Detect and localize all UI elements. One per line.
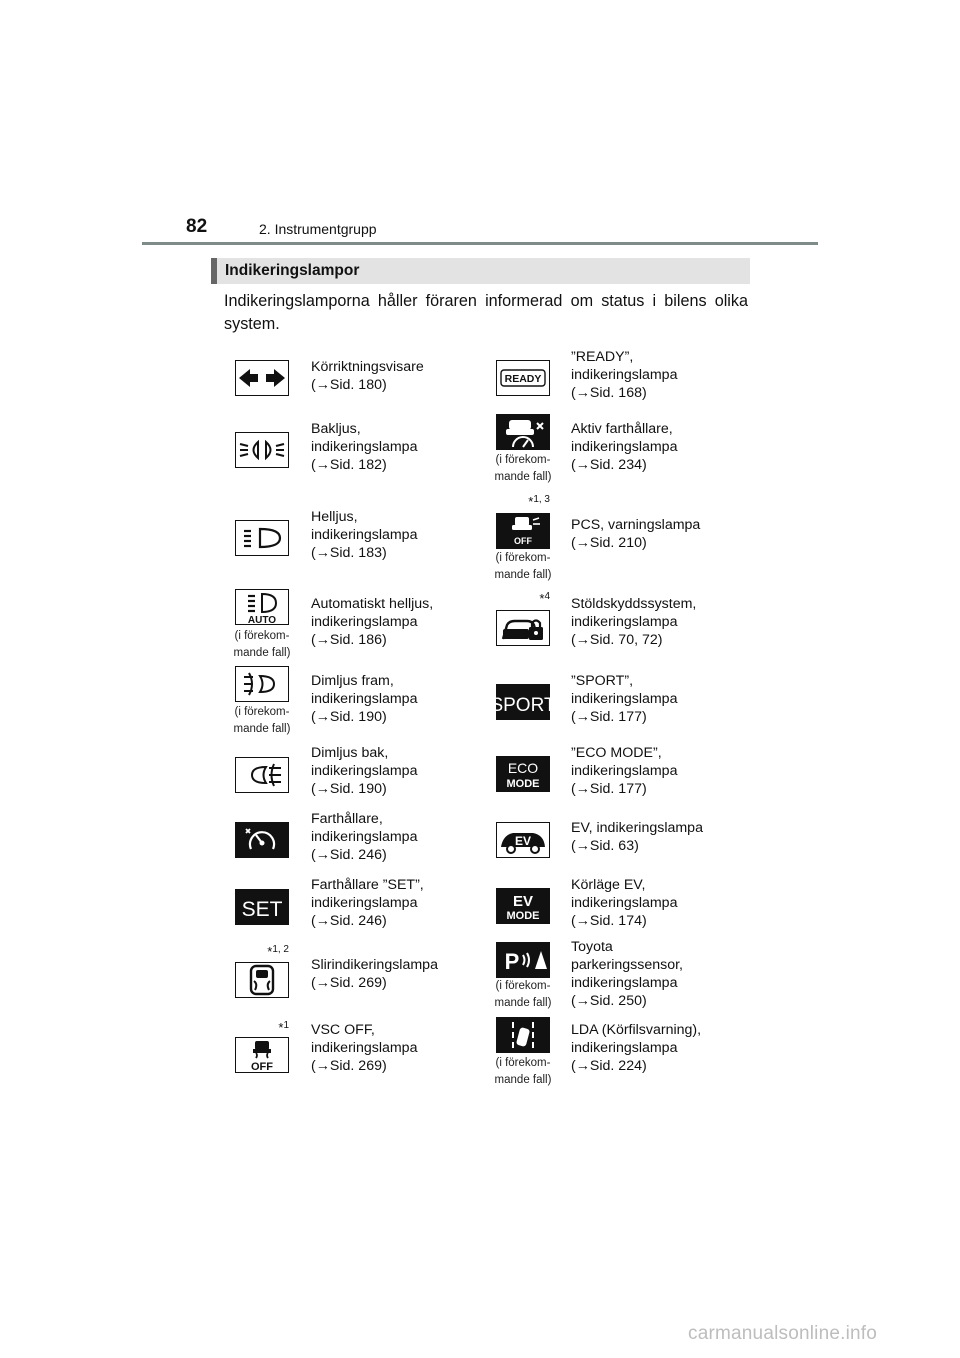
optional-note: (i förekom- mande fall) [233,706,291,735]
indicator-description [311,595,481,649]
description-line: ”SPORT”, [571,673,634,689]
indicator-description [311,744,481,798]
description-line: parkeringssensor, [571,957,683,973]
cruise-set-icon [235,889,289,925]
description-line: Toyota [571,939,613,955]
ready-icon [496,360,550,396]
indicator-description [571,938,741,1010]
cruise-control-icon [235,822,289,858]
high-beam-icon-svg [236,521,288,555]
description-line: (→Sid. 246) [311,847,387,863]
indicator-description [311,508,481,562]
footnote-marker: *$^{1, 3}$ [528,494,550,509]
description-line: indikeringslampa [311,829,418,845]
lda-icon [496,1017,550,1053]
ev-icon-svg [497,823,549,857]
slip-indicator-icon-svg [236,963,288,997]
tail-light-icon-svg [236,433,288,467]
optional-note: (i förekom- mande fall) [233,630,291,659]
indicator-description [571,348,741,402]
active-cruise-icon [496,414,550,450]
description-line: VSC OFF, [311,1022,375,1038]
vsc-off-icon [235,1037,289,1073]
description-line: (→Sid. 246) [311,913,387,929]
footnote-marker: *$^4$ [539,591,550,606]
description-line: Bakljus, [311,421,361,437]
indicator-description [571,1021,741,1075]
description-line: (→Sid. 177) [571,781,647,797]
description-line: indikeringslampa [311,439,418,455]
description-line: EV, indikeringslampa [571,820,703,836]
description-line: indikeringslampa [311,895,418,911]
pcs-off-icon-svg [497,514,549,548]
indicator-description [311,358,481,394]
tail-light-icon [235,432,289,468]
description-line: (→Sid. 180) [311,377,387,393]
description-line: indikeringslampa [571,763,678,779]
turn-signal-icon-svg [236,361,288,395]
indicator-description [571,819,741,855]
svg-text:OFF: OFF [514,536,532,546]
description-line: Körläge EV, [571,877,646,893]
eco-mode-icon-svg [497,757,549,791]
description-line: Dimljus fram, [311,673,394,689]
description-line: indikeringslampa [311,763,418,779]
indicator-description [571,672,741,726]
header-divider [142,242,818,245]
sport-icon [490,684,556,720]
front-fog-icon [235,666,289,702]
indicator-description [571,516,741,552]
description-line: (→Sid. 182) [311,457,387,473]
indicator-description [571,420,741,474]
description-line: indikeringslampa [571,614,678,630]
description-line: Aktiv farthållare, [571,421,673,437]
description-line: Helljus, [311,509,358,525]
ev-mode-icon [496,888,550,924]
description-line: Slirindikeringslampa [311,957,438,973]
description-line: Farthållare, [311,811,383,827]
svg-text:MODE: MODE [506,910,540,922]
svg-text:EV: EV [514,834,532,848]
cruise-set-icon-svg [236,890,288,924]
description-line: Körriktningsvisare [311,359,424,375]
indicator-description [311,420,481,474]
intro-paragraph: Indikeringslamporna håller föraren informerad om status i bilens olika system. [224,292,748,333]
ev-icon [496,822,550,858]
svg-text:ECO: ECO [507,760,539,776]
indicator-description [311,876,481,930]
vsc-off-icon-svg [236,1038,288,1072]
indicator-description [311,1021,481,1075]
ready-icon-svg [497,361,549,395]
svg-text:READY: READY [504,373,542,385]
description-line: (→Sid. 224) [571,1058,647,1074]
front-fog-icon-svg [236,667,288,701]
optional-note: (i förekom- mande fall) [494,980,552,1009]
description-line: indikeringslampa [571,439,678,455]
description-line: (→Sid. 183) [311,545,387,561]
turn-signal-icon [235,360,289,396]
section-title: Indikeringslampor [225,262,360,279]
description-line: (→Sid. 174) [571,913,647,929]
watermark: carmanualsonline.info [688,1323,878,1344]
description-line: indikeringslampa [571,1040,678,1056]
lda-icon-svg [497,1018,549,1052]
security-lock-icon-svg [497,611,549,645]
description-line: indikeringslampa [311,1040,418,1056]
description-line: (→Sid. 190) [311,781,387,797]
description-line: indikeringslampa [311,691,418,707]
description-line: indikeringslampa [311,614,418,630]
sport-icon-svg [490,685,556,719]
svg-text:SET: SET [241,898,283,921]
description-line: indikeringslampa [571,975,678,991]
description-line: (→Sid. 186) [311,632,387,648]
parking-sensor-icon [496,942,550,978]
indicator-description [311,672,481,726]
description-line: Automatiskt helljus, [311,596,434,612]
description-line: (→Sid. 63) [571,838,639,854]
description-line: (→Sid. 210) [571,535,647,551]
section-accent [211,258,217,284]
description-line: Farthållare ”SET”, [311,877,424,893]
rear-fog-icon [235,757,289,793]
svg-text:P: P [504,949,520,974]
footnote-marker: *$^1$ [278,1020,289,1035]
svg-text:MODE: MODE [506,778,540,790]
auto-high-beam-icon-svg [236,590,288,624]
optional-note: (i förekom- mande fall) [494,454,552,483]
description-line: (→Sid. 269) [311,1058,387,1074]
optional-note: (i förekom- mande fall) [494,1057,552,1086]
description-line: PCS, varningslampa [571,517,701,533]
indicator-description [571,744,741,798]
indicator-description [311,956,481,992]
description-line: indikeringslampa [311,527,418,543]
svg-text:SPORT: SPORT [490,695,556,716]
description-line: indikeringslampa [571,367,678,383]
description-line: (→Sid. 70, 72) [571,632,663,648]
description-line: indikeringslampa [571,691,678,707]
eco-mode-icon [496,756,550,792]
active-cruise-icon-svg [497,415,549,449]
high-beam-icon [235,520,289,556]
description-line: Dimljus bak, [311,745,389,761]
description-line: LDA (Körfilsvarning), [571,1022,702,1038]
svg-text:EV: EV [512,893,534,910]
description-line: (→Sid. 269) [311,975,387,991]
description-line: (→Sid. 168) [571,385,647,401]
page-number: 82 [186,216,208,237]
chapter-title: 2. Instrumentgrupp [259,221,377,237]
svg-text:AUTO: AUTO [247,615,277,626]
security-lock-icon [496,610,550,646]
optional-note: (i förekom- mande fall) [494,552,552,581]
parking-sensor-icon-svg [497,943,549,977]
description-line: (→Sid. 190) [311,709,387,725]
description-line: (→Sid. 177) [571,709,647,725]
description-line: Stöldskyddssystem, [571,596,697,612]
description-line: (→Sid. 250) [571,993,647,1009]
indicator-description [571,595,741,649]
slip-indicator-icon [235,962,289,998]
rear-fog-icon-svg [236,758,288,792]
description-line: ”ECO MODE”, [571,745,662,761]
description-line: indikeringslampa [571,895,678,911]
description-line: ”READY”, [571,349,634,365]
auto-high-beam-icon [235,589,289,625]
pcs-off-icon [496,513,550,549]
indicator-description [571,876,741,930]
section-heading [211,258,750,284]
ev-mode-icon-svg [497,889,549,923]
indicator-description [311,810,481,864]
footnote-marker: *$^{1, 2}$ [267,944,289,959]
description-line: (→Sid. 234) [571,457,647,473]
svg-text:OFF: OFF [251,1061,273,1073]
cruise-control-icon-svg [236,823,288,857]
